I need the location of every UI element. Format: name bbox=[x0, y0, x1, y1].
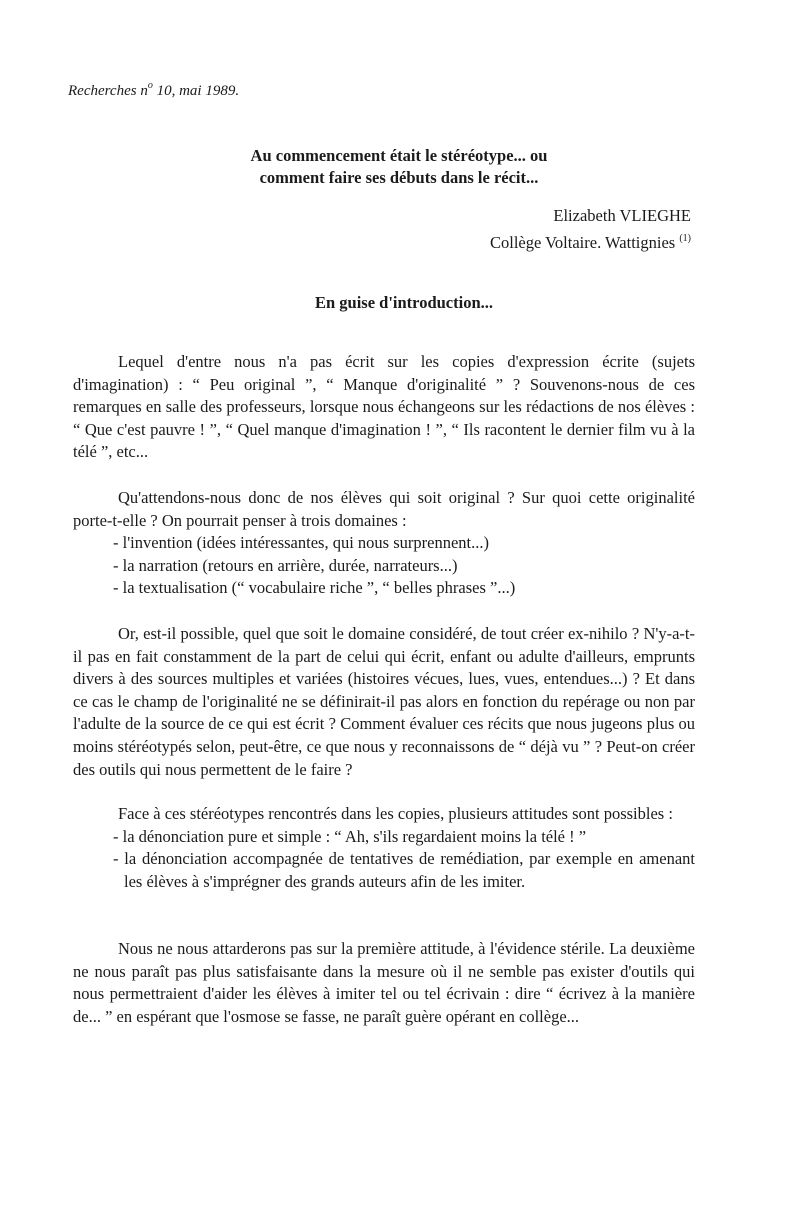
article-title bbox=[0, 145, 790, 189]
journal-header bbox=[68, 80, 239, 100]
paragraph-1-text: Lequel d'entre nous n'a pas écrit sur les copies d'expression écrite (sujets d'imagination) : “ Peu original ”, “ Manque d'originalité ” ? Souvenons-nous de ces remarques en salle des professeurs, lorsque nous échangeons sur les rédactions de nos élèves : “ Que c'est pauvre ! ”, “ Quel manque d'imagination ! ”, “ Ils racontent le dernier film vu à la télé ”, etc... bbox=[73, 352, 695, 462]
paragraph-4-intro: Face à ces stéréotypes rencontrés dans les copies, plusieurs attitudes sont possibles : bbox=[118, 804, 673, 823]
domain-list bbox=[73, 532, 695, 600]
author-name: Elizabeth VLIEGHE bbox=[553, 206, 691, 225]
list-item: - la dénonciation accompagnée de tentatives de remédiation, par exemple en amenant les élèves à s'imprégner des grands auteurs afin de les imiter. bbox=[113, 849, 695, 891]
title-line-1: Au commencement était le stéréotype... ou bbox=[250, 146, 548, 165]
attitude-list bbox=[73, 826, 695, 894]
title-line-2: comment faire ses débuts dans le récit... bbox=[259, 168, 539, 187]
paragraph-1 bbox=[73, 351, 695, 464]
list-item: - la textualisation (“ vocabulaire riche ”, “ belles phrases ”...) bbox=[113, 578, 516, 598]
author-affiliation: Collège Voltaire. Wattignies bbox=[490, 233, 676, 252]
footnote-reference: (1) bbox=[679, 233, 691, 244]
paragraph-3-text: Or, est-il possible, quel que soit le domaine considéré, de tout créer ex-nihilo ? N'y-a-t-il pas en fait constamment de la part de celui qui écrit, enfant ou adulte d'ailleurs, emprunts divers à des sources multiples et variées (histoires vécues, lues, vues, entendues...) ? Et dans ce cas le champ de l'originalité ne se définirait-il pas alors en fonction du repérage ou non par l'adulte de la source de ce qui est écrit ? Comment évaluer ces récits que nous jugeons plus ou moins stéréotypés selon, peut-être, ce que nous y reconnaissons de “ déjà vu ” ? Peut-on créer des outils qui nous permettent de le faire ? bbox=[73, 624, 695, 779]
paragraph-2 bbox=[73, 487, 695, 600]
paragraph-4 bbox=[73, 803, 695, 893]
header-superscript: o bbox=[147, 80, 153, 91]
list-item: - la dénonciation pure et simple : “ Ah, s'ils regardaient moins la télé ! ” bbox=[113, 826, 587, 846]
list-item: - l'invention (idées intéressantes, qui nous surprennent...) bbox=[113, 533, 489, 553]
paragraph-2-intro: Qu'attendons-nous donc de nos élèves qui soit original ? Sur quoi cette originalité porte-t-elle ? On pourrait penser à trois domaines : bbox=[73, 488, 695, 530]
paragraph-3 bbox=[73, 623, 695, 781]
list-item: - la narration (retours en arrière, durée, narrateurs...) bbox=[113, 555, 458, 575]
paragraph-5-text: Nous ne nous attarderons pas sur la première attitude, à l'évidence stérile. La deuxième ne nous paraît pas plus satisfaisante dans la mesure où il ne semble pas exister d'outils qui nous permettraient d'aider les élèves à imiter tel ou tel écrivain : dire “ écrivez à la manière de... ” en espérant que l'osmose se fasse, ne paraît guère opérant en collège... bbox=[73, 939, 695, 1026]
paragraph-5 bbox=[73, 938, 695, 1028]
section-heading: En guise d'introduction... bbox=[314, 293, 494, 312]
author-block bbox=[490, 204, 691, 254]
author-affiliation-line bbox=[490, 227, 691, 254]
header-suffix: 10, mai 1989. bbox=[152, 83, 240, 99]
header-prefix: Recherches n bbox=[68, 83, 148, 99]
